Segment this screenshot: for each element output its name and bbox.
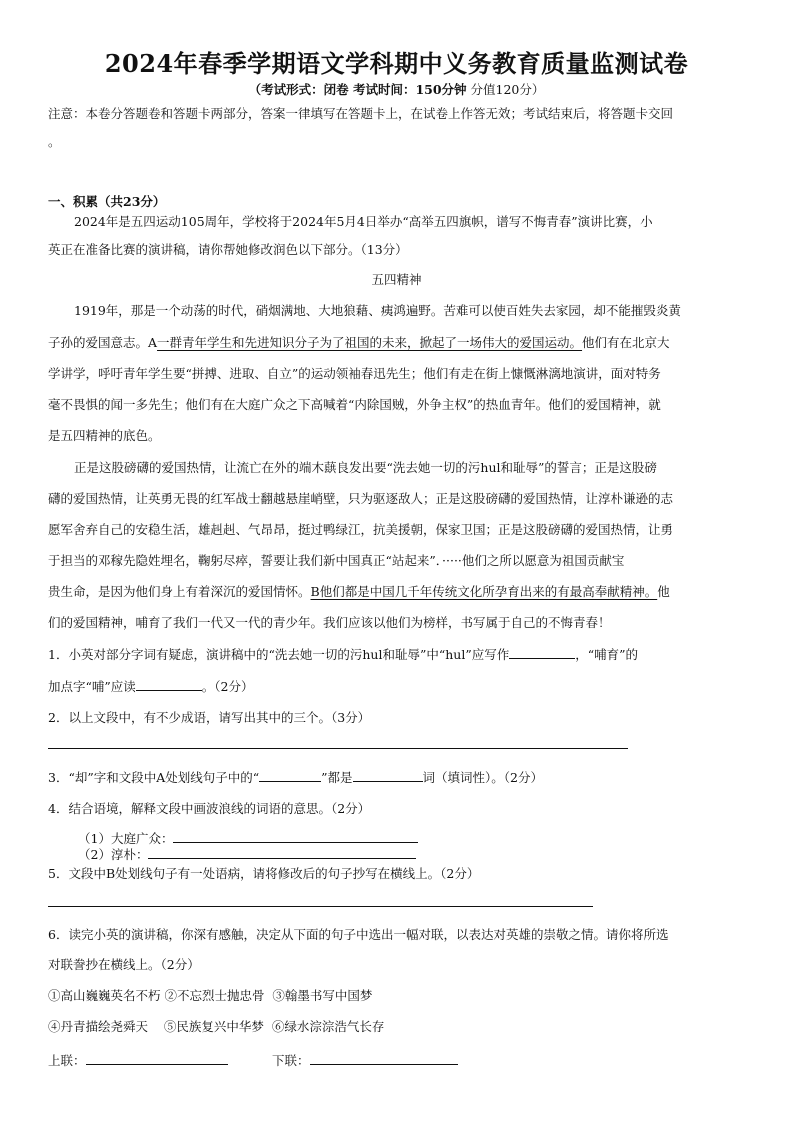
essay-line: 愿军舍弃自己的安稳生活，雄赳赳、气昂昂，挺过鸭绿江，抗美援朝，保家卫国；正是这股磅礴的爱国热情，让勇 — [48, 522, 674, 537]
section-heading: 一、积累（共23分） — [48, 194, 166, 209]
question-4-part-1: （1）大庭广众： — [78, 829, 418, 847]
underlined-sentence-a: 一群青年学生和先进知识分子为了祖国的未来，掀起了一场伟大的爱国运动。 — [157, 335, 583, 350]
couplet-options-row: ①高山巍巍英名不朽 ②不忘烈士抛忠骨 ③翰墨书写中国梦 — [48, 988, 373, 1003]
notice-line: 注意：本卷分答题卷和答题卡两部分，答案一律填写在答题卡上，在试卷上作答无效；考试结束后，将答题卡交回 — [48, 106, 674, 121]
essay-line: 于担当的邓稼先隐姓埋名，鞠躬尽瘁，誓要让我们新中国真正“站起来”．·····他们之所以愿意为祖国贡献宝 — [48, 553, 625, 568]
essay-line: 毫不畏惧的闻一多先生；他们有在大庭广众之下高喊着“内除国贼，外争主权”的热血青年。他们的爱国精神，就 — [48, 397, 661, 412]
question-5: 5．文段中B处划线句子有一处语病，请将修改后的句子抄写在横线上。（2分） — [48, 866, 480, 881]
essay-line: 1919年，那是一个动荡的时代，硝烟满地、大地狼藉、痍鸿遍野。苦难可以使百姓失去家园，却不能摧毁炎黄 — [74, 303, 681, 318]
essay-title: 五四精神 — [371, 272, 422, 287]
essay-line: 们的爱国精神，哺育了我们一代又一代的青少年。我们应该以他们为榜样，书写属于自己的不悔青春！ — [48, 615, 611, 630]
intro-line: 英正在准备比赛的演讲稿，请你帮她修改润色以下部分。（13分） — [48, 242, 408, 257]
question-6: 6．读完小英的演讲稿，你深有感触，决定从下面的句子中选出一幅对联，以表达对英雄的崇敬之情。请你将所选 — [48, 927, 669, 942]
upper-couplet-blank[interactable] — [86, 1052, 228, 1065]
couplet-options-row: ④丹青描绘尧舜天 ⑤民族复兴中华梦 ⑥绿水淙淙浩气长存 — [48, 1019, 385, 1034]
question-3: 3．“却”字和文段中A处划线句子中的“ ”都是 词（填词性）。（2分） — [48, 770, 544, 785]
question-2: 2．以上文段中，有不少成语，请写出其中的三个。（3分） — [48, 710, 371, 725]
exam-subtitle — [0, 80, 793, 98]
essay-line: 子孙的爱国意志。A一群青年学生和先进知识分子为了祖国的未来，掀起了一场伟大的爱国运动。他们有在北京大 — [48, 335, 670, 350]
answer-blank[interactable] — [148, 846, 416, 859]
exam-format-and-time: （考试形式：闭卷 考试时间：150分钟 — [248, 82, 467, 97]
question-6-cont: 对联誊抄在横线上。（2分） — [48, 957, 200, 972]
exam-title: 2024年春季学期语文学科期中义务教育质量监测试卷 — [104, 49, 689, 78]
essay-line: 是五四精神的底色。 — [48, 428, 161, 443]
question-4: 4．结合语境，解释文段中画波浪线的词语的意思。（2分） — [48, 801, 371, 816]
answer-line[interactable] — [48, 748, 628, 749]
underlined-sentence-b: B他们都是中国几千年传统文化所孕育出来的有最高奉献精神。 — [310, 584, 658, 599]
intro-line: 2024年是五四运动105周年，学校将于2024年5月4日举办“高举五四旗帜，谱写不悔青春”演讲比赛，小 — [74, 214, 653, 229]
lower-couplet-blank[interactable] — [310, 1052, 458, 1065]
answer-blank[interactable] — [173, 830, 418, 843]
notice-line-end: 。 — [48, 134, 61, 149]
essay-line: 学讲学，呼吁青年学生要“拼搏、进取、自立”的运动领袖春迅先生；他们有走在街上慷慨淋漓地演讲，面对特务 — [48, 366, 661, 381]
answer-blank[interactable] — [353, 769, 423, 782]
essay-line: 礴的爱国热情，让英勇无畏的红军战士翻越悬崖峭壁，只为驱逐敌人；正是这股磅礴的爱国热情，让淳朴谦逊的志 — [48, 491, 674, 506]
answer-line[interactable] — [48, 906, 593, 907]
question-1-cont: 加点字“哺”应读 。（2分） — [48, 679, 254, 694]
essay-line: 正是这股磅礴的爱国热情，让流亡在外的端木蕻良发出要“洗去她一切的污hul和耻辱”的誓言；正是这股磅 — [74, 460, 657, 475]
answer-blank[interactable] — [136, 678, 202, 691]
answer-blank[interactable] — [509, 646, 575, 659]
question-1: 1．小英对部分字词有疑虑，演讲稿中的“洗去她一切的污hul和耻辱”中“hul”应写作 ，“哺育”的 — [48, 647, 638, 662]
essay-line: 贵生命，是因为他们身上有着深沉的爱国情怀。B他们都是中国几千年传统文化所孕育出来的有最高奉献精神。他 — [48, 584, 670, 599]
answer-blank[interactable] — [259, 769, 321, 782]
question-4-part-2: （2）淳朴： — [78, 845, 416, 863]
exam-score: 分值120分） — [470, 82, 545, 97]
upper-couplet-field: 上联： — [48, 1051, 228, 1069]
lower-couplet-field: 下联： — [272, 1051, 458, 1069]
